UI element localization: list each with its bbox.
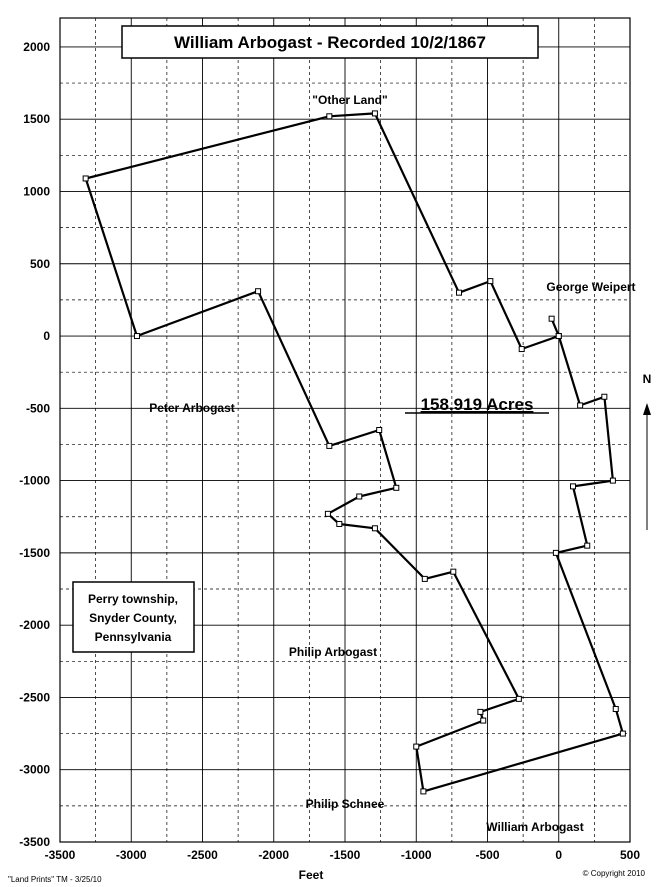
y-tick-label: -500 [25, 401, 50, 416]
corner-marker [372, 526, 377, 531]
corner-marker [134, 334, 139, 339]
corner-marker [602, 394, 607, 399]
y-tick-label: -3500 [19, 835, 50, 849]
corner-marker [610, 478, 615, 483]
y-tick-label: -1000 [19, 473, 50, 488]
x-tick-label: -3500 [44, 848, 76, 862]
north-label: N [642, 372, 652, 386]
location-line-1: Perry township, [87, 592, 179, 606]
x-tick-label: -3000 [115, 848, 147, 862]
corner-marker [620, 731, 625, 736]
x-tick-label: -2500 [187, 848, 218, 862]
y-tick-label: 500 [29, 256, 50, 271]
corner-marker [372, 111, 377, 116]
corner-marker [327, 114, 332, 119]
corner-marker [422, 576, 427, 581]
y-tick-label: 1500 [23, 112, 50, 127]
corner-marker [394, 485, 399, 490]
corner-marker [83, 176, 88, 181]
label-george-weipert: George Weipert [546, 280, 636, 294]
y-tick-label: 2000 [23, 39, 50, 54]
x-tick-label: -500 [475, 848, 500, 862]
y-tick-label: -2000 [19, 618, 50, 633]
location-line-3: Pennsylvania [94, 630, 172, 644]
location-line-2: Snyder County, [89, 611, 177, 625]
y-tick-label: -3000 [19, 762, 50, 777]
x-tick-label: -2000 [258, 848, 290, 862]
y-tick-label: -2500 [19, 690, 50, 705]
corner-marker [478, 709, 483, 714]
corner-marker [457, 290, 462, 295]
label-philip-schnee: Philip Schnee [305, 797, 385, 811]
y-tick-label: 1000 [23, 184, 50, 199]
label-william-arbogast: William Arbogast [486, 820, 584, 834]
corner-marker [578, 403, 583, 408]
y-tick-label: 0 [43, 329, 50, 344]
corner-marker [256, 289, 261, 294]
x-tick-label: -1000 [400, 848, 432, 862]
corner-marker [613, 707, 618, 712]
label-acres: 158.919 Acres [420, 395, 534, 414]
corner-marker [357, 494, 362, 499]
footer-left: "Land Prints" TM - 3/25/10 [8, 875, 102, 884]
corner-marker [451, 569, 456, 574]
x-axis-label: Feet [298, 868, 324, 882]
corner-marker [556, 334, 561, 339]
corner-marker [585, 543, 590, 548]
corner-marker [549, 316, 554, 321]
corner-marker [488, 279, 493, 284]
corner-marker [327, 443, 332, 448]
x-tick-label: 0 [555, 848, 563, 862]
x-tick-label: -1500 [329, 848, 361, 862]
corner-marker [519, 347, 524, 352]
corner-marker [421, 789, 426, 794]
corner-marker [377, 428, 382, 433]
corner-marker [571, 484, 576, 489]
x-tick-label: 500 [619, 848, 641, 862]
corner-marker [481, 718, 486, 723]
label-other-land: "Other Land" [312, 93, 388, 107]
label-philip-arbogast: Philip Arbogast [288, 645, 378, 659]
corner-marker [414, 744, 419, 749]
label-peter-arbogast: Peter Arbogast [149, 401, 235, 415]
chart-title: William Arbogast - Recorded 10/2/1867 [174, 33, 486, 52]
footer-right: © Copyright 2010 [582, 869, 645, 878]
corner-marker [516, 696, 521, 701]
corner-marker [325, 511, 330, 516]
y-tick-label: -1500 [19, 545, 50, 560]
corner-marker [337, 521, 342, 526]
corner-marker [553, 550, 558, 555]
